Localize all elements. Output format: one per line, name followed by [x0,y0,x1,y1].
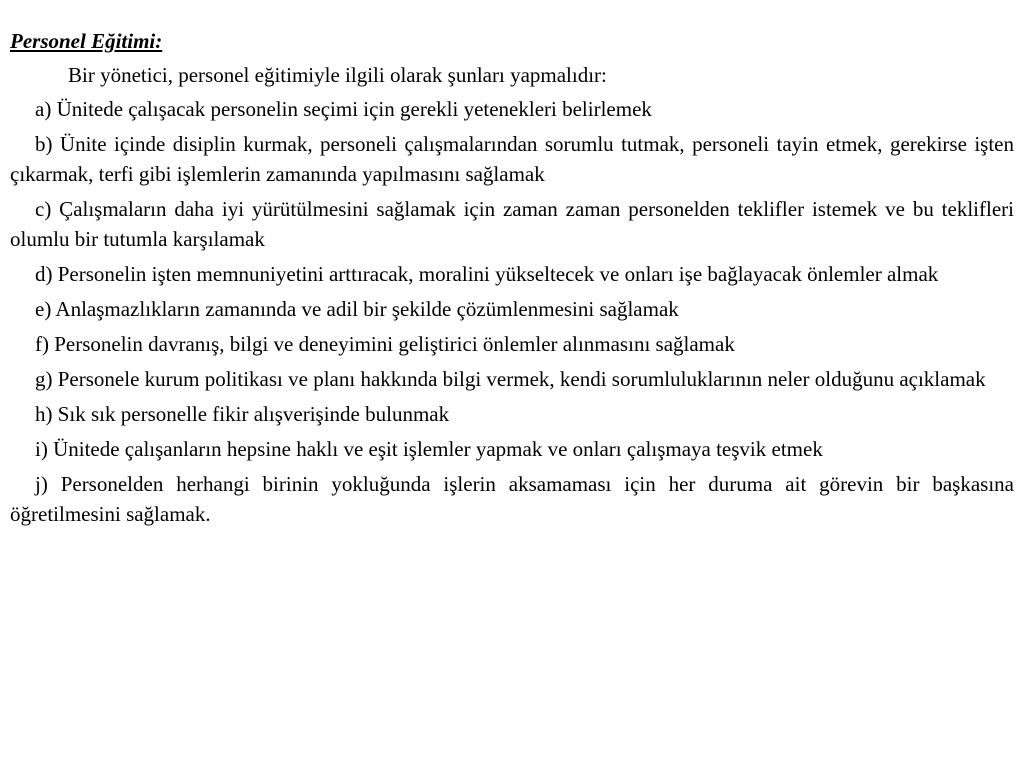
list-item-h: h) Sık sık personelle fikir alışverişinde bulunmak [35,402,450,426]
list-item-i: i) Ünitede çalışanların hepsine haklı ve eşit işlemler yapmak ve onları çalışmaya teşvik etmek [35,437,823,461]
list-item-f: f) Personelin davranış, bilgi ve deneyimini geliştirici önlemler alınmasını sağlamak [35,332,735,356]
list-item-c: c) Çalışmaların daha iyi yürütülmesini sağlamak için zaman zaman personelden teklifler istemek ve bu teklifleri olumlu bir tutumla karşılamak [10,197,1014,251]
slide-content [10,26,1014,534]
list-item-g: g) Personele kurum politikası ve planı hakkında bilgi vermek, kendi sorumluluklarının neler olduğunu açıklamak [35,367,986,391]
list-item-b: b) Ünite içinde disiplin kurmak, personeli çalışmalarından sorumlu tutmak, personeli tayin etmek, gerekirse işten çıkarmak, terfi gibi işlemlerin zamanında yapılmasını sağlamak [10,132,1014,186]
list-item-a: a) Ünitede çalışacak personelin seçimi için gerekli yetenekleri belirlemek [35,97,652,121]
list-item-d: d) Personelin işten memnuniyetini arttıracak, moralini yükseltecek ve onları işe bağlayacak önlemler almak [35,262,939,286]
page-title: Personel Eğitimi: [10,29,163,53]
intro-paragraph: Bir yönetici, personel eğitimiyle ilgili olarak şunları yapmalıdır: [68,63,607,87]
list-item-e: e) Anlaşmazlıkların zamanında ve adil bir şekilde çözümlenmesini sağlamak [35,297,679,321]
list-item-j: j) Personelden herhangi birinin yokluğunda işlerin aksamaması için her duruma ait görevin bir başkasına öğretilmesini sağlamak. [10,472,1014,526]
